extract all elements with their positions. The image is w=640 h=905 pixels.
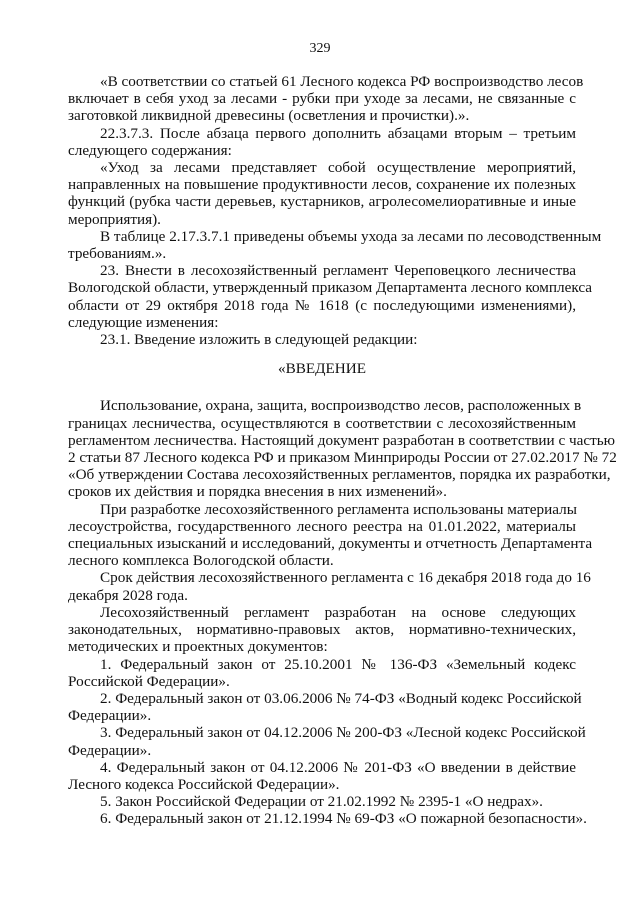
text-line: В таблице 2.17.3.7.1 приведены объемы ухода за лесами по лесоводственным	[100, 227, 602, 245]
text-line: функций (рубка части деревьев, кустарников, агролесомелиоративные и иные	[68, 193, 576, 211]
text-line: 4. Федеральный закон от 04.12.2006 № 201-ФЗ «О введении в действие	[100, 758, 576, 776]
text-line: 2 статьи 87 Лесного кодекса РФ и приказом Минприроды России от 27.02.2017 № 72	[68, 449, 617, 467]
text-line: области от 29 октября 2018 года № 1618 (с последующими изменениями),	[68, 296, 576, 314]
paragraph-p1	[68, 73, 584, 125]
text-line: следующие изменения:	[68, 313, 219, 331]
paragraph-p2	[68, 125, 576, 159]
paragraph-p5	[68, 262, 593, 331]
paragraph-q7	[68, 724, 586, 759]
text-line: заготовкой ликвидной древесины (осветления и прочистки).».	[68, 107, 470, 125]
paragraph-q3	[68, 569, 591, 604]
text-line: Лесохозяйственный регламент разработан на основе следующих	[100, 603, 576, 621]
text-line: 22.3.7.3. После абзаца первого дополнить абзацами вторым – третьим	[100, 124, 576, 142]
text-line: требованиям.».	[68, 245, 167, 263]
text-line: 6. Федеральный закон от 21.12.1994 № 69-ФЗ «О пожарной безопасности».	[100, 810, 587, 828]
text-line: лесоустройства, государственного лесного реестра на 01.01.2022, материалы	[68, 517, 576, 535]
text-line: мероприятия).	[68, 210, 161, 228]
text-line: Использование, охрана, защита, воспроизводство лесов, расположенных в	[100, 397, 582, 415]
paragraph-q5	[68, 656, 576, 690]
text-line: «Уход за лесами представляет собой осуществление мероприятий,	[100, 159, 576, 177]
text-line: сроков их действия и порядка внесения в них изменений».	[68, 483, 447, 501]
text-line: «В соответствии со статьей 61 Лесного кодекса РФ воспроизводство лесов	[100, 73, 584, 90]
paragraph-p4	[68, 227, 602, 263]
text-line: специальных изысканий и исследований, документы и отчетность Департамента	[68, 535, 593, 553]
text-line: следующего содержания:	[68, 141, 232, 159]
text-line: 23.1. Введение изложить в следующей редакции:	[100, 331, 418, 349]
text-line: 2. Федеральный закон от 03.06.2006 № 74-ФЗ «Водный кодекс Российской	[100, 689, 582, 707]
text-line: «Об утверждении Состава лесохозяйственных регламентов, порядка их разработки,	[68, 466, 611, 484]
text-line: законодательных, нормативно-правовых актов, нормативно-технических,	[68, 621, 576, 639]
paragraph-q8	[68, 759, 576, 793]
paragraph-q1	[68, 397, 617, 501]
section-heading: «ВВЕДЕНИЕ	[278, 360, 366, 378]
text-line: методических и проектных документов:	[68, 638, 328, 656]
text-line: включает в себя уход за лесами - рубки при уходе за лесами, не связанные с	[68, 90, 576, 108]
text-line: При разработке лесохозяйственного регламента использованы материалы	[100, 500, 577, 518]
paragraph-q9	[68, 793, 576, 810]
text-line: Срок действия лесохозяйственного регламента с 16 декабря 2018 года до 16	[100, 569, 591, 587]
text-line: 1. Федеральный закон от 25.10.2001 № 136-ФЗ «Земельный кодекс	[100, 655, 576, 673]
text-line: Федерации».	[68, 741, 152, 759]
text-line: 23. Внести в лесохозяйственный регламент Череповецкого лесничества	[100, 262, 576, 280]
paragraph-p6	[68, 331, 576, 348]
text-line: Вологодской области, утвержденный приказом Департамента лесного комплекса	[68, 279, 593, 297]
paragraph-q2	[68, 500, 593, 570]
text-line: декабря 2028 года.	[68, 586, 188, 604]
text-line: Российской Федерации».	[68, 672, 230, 690]
paragraph-q6	[68, 689, 582, 725]
paragraph-q10	[68, 810, 587, 828]
introduction-section	[68, 397, 617, 828]
text-line: направленных на повышение продуктивности лесов, сохранение их полезных	[68, 176, 576, 194]
text-line: 5. Закон Российской Федерации от 21.02.1992 № 2395-1 «О недрах».	[100, 793, 543, 811]
text-line: Лесного кодекса Российской Федерации».	[68, 775, 340, 793]
paragraph-q4	[68, 604, 576, 656]
amendments-section	[68, 73, 602, 349]
text-line: Федерации».	[68, 707, 152, 725]
paragraph-p3	[68, 159, 576, 228]
document-body	[68, 73, 617, 828]
text-line: лесного комплекса Вологодской области.	[68, 552, 334, 570]
text-line: 3. Федеральный закон от 04.12.2006 № 200-ФЗ «Лесной кодекс Российской	[100, 724, 586, 742]
text-line: регламентом лесничества. Настоящий документ разработан в соответствии с частью	[68, 431, 616, 449]
page-number: 329	[309, 41, 331, 56]
text-line: границах лесничества, осуществляются в соответствии с лесохозяйственным	[68, 414, 576, 432]
